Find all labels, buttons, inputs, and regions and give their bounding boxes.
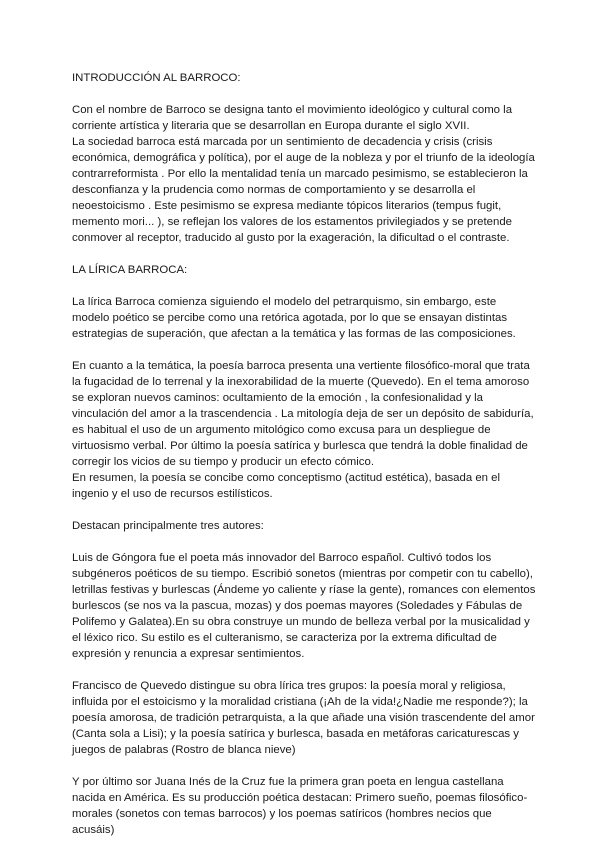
document-body (72, 70, 536, 854)
document-title: INTRODUCCIÓN AL BARROCO: (72, 72, 241, 84)
intro-paragraph-2: La sociedad barroca está marcada por un sentimiento de decadencia y crisis (crisis económica, demográfica y política), por el auge de la nobleza y por el triunfo de la ideología contrarreformista . Por ello la mentalidad tenía un marcado pesimismo, se establecieron la desconfianza y la prudencia como normas de comportamiento y se desarrolla el neoestoicismo . Este pesimismo se expresa mediante tópicos literarios (tempus fugit, memento mori... ), se reflejan los valores de los estamentos privilegiados y se pretende conmover al receptor, traducido al gusto por la exageración, la dificultad o el contraste. (72, 136, 535, 244)
gongora-paragraph: Luis de Góngora fue el poeta más innovador del Barroco español. Cultivó todos los subgéneros poéticos de su tiempo. Escribió sonetos (mientras por competir con tu cabello), letrillas festivas y burlescas (Ándeme yo caliente y ríase la gente), romances con elementos burlescos (se nos va la pascua, mozas) y dos poemas mayores (Soledades y Fábulas de Polifemo y Galatea).En su obra construye un mundo de belleza verbal por la musicalidad y el léxico rico. Su estilo es el culteranismo, se caracteriza por la extrema dificultad de expresión y renuncia a expresar sentimientos. (72, 552, 536, 660)
sor-juana-paragraph: Y por último sor Juana Inés de la Cruz fue la primera gran poeta en lengua castellana nacida en América. Es su producción poética destacan: Primero sueño, poemas filosófico-morales (sonetos con temas barrocos) y los poemas satíricos (hombres necios que acusáis) (72, 776, 528, 836)
quevedo-paragraph: Francisco de Quevedo distingue su obra lírica tres grupos: la poesía moral y religiosa, influida por el estoicismo y la moralidad cristiana (¡Ah de la vida!¿Nadie me responde?); la poesía amorosa, de tradición petrarquista, a la que añade una visión trascendente del amor (Canta sola a Lisi); y la poesía satírica y burlesca, basada en metáforas caricaturescas y juegos de palabras (Rostro de blanca nieve) (72, 680, 535, 756)
section-heading-lirica: LA LÍRICA BARROCA: (72, 264, 188, 276)
lirica-paragraph-3: En resumen, la poesía se concibe como conceptismo (actitud estética), basada en el ingenio y el uso de recursos estilísticos. (72, 472, 501, 500)
autores-intro: Destacan principalmente tres autores: (72, 520, 264, 532)
intro-paragraph-1: Con el nombre de Barroco se designa tanto el movimiento ideológico y cultural como la corriente artística y literaria que se desarrollan en Europa durante el siglo XVII. (72, 104, 513, 132)
lirica-paragraph-1: La lírica Barroca comienza siguiendo el modelo del petrarquismo, sin embargo, este modelo poético se percibe como una retórica agotada, por lo que se ensayan distintas estrategias de superación, que afectan a la temática y las formas de las composiciones. (72, 296, 516, 340)
lirica-paragraph-2: En cuanto a la temática, la poesía barroca presenta una vertiente filosófico-moral que trata la fugacidad de lo terrenal y la inexorabilidad de la muerte (Quevedo). En el tema amoroso se exploran nuevos caminos: ocultamiento de la emoción , la confesionalidad y la vinculación del amor a la trascendencia . La mitología deja de ser un depósito de sabiduría, es habitual el uso de un argumento mitológico como excusa para un despliegue de virtuosismo verbal. Por último la poesía satírica y burlesca que tendrá la doble finalidad de corregir los vicios de su tiempo y producir un efecto cómico. (72, 360, 534, 468)
